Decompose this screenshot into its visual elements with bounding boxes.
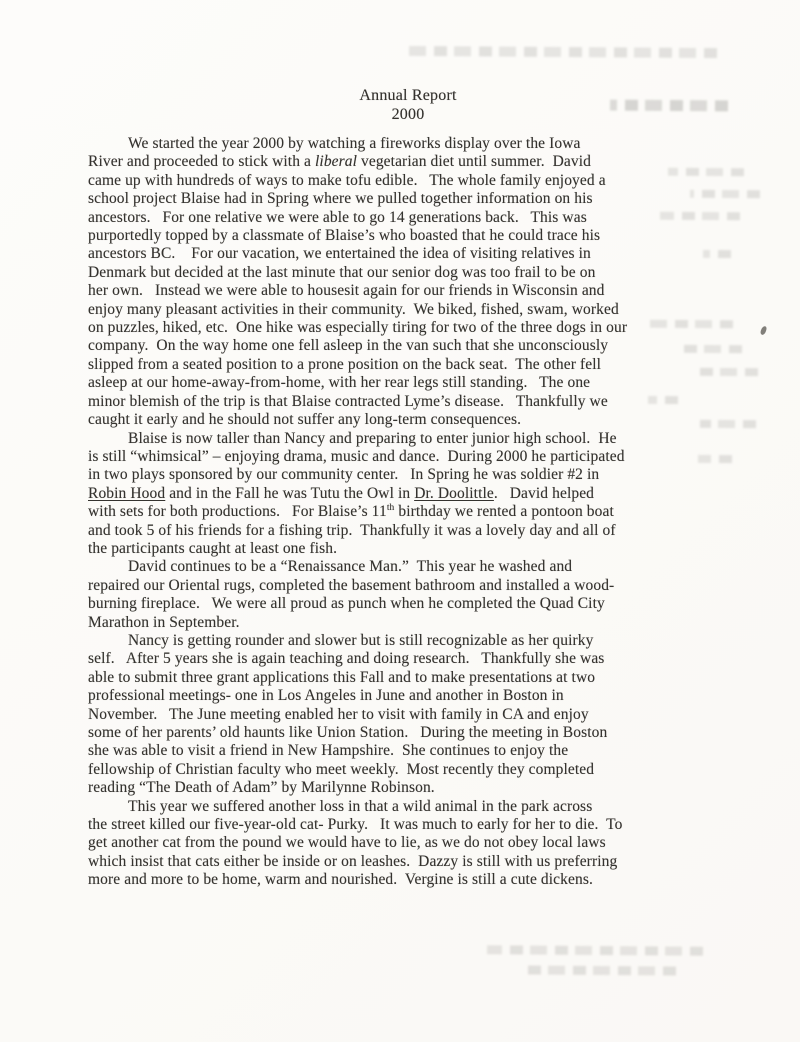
text-line: November. The June meeting enabled her to visit with family in CA and enjoy (88, 705, 589, 723)
text-line: Marathon in September. (88, 613, 240, 631)
text-line: purportedly topped by a classmate of Blaise’s who boasted that he could trace his (88, 227, 601, 245)
text-line (88, 485, 728, 503)
text-line: came up with hundreds of ways to make tofu edible. The whole family enjoyed a (88, 171, 606, 189)
text-line: is still “whimsical” – enjoying drama, music and dance. During 2000 he participated (88, 447, 625, 465)
text-line: ancestors BC. For our vacation, we entertained the idea of visiting relatives in (88, 245, 591, 263)
text-line: school project Blaise had in Spring where we pulled together information on his (88, 190, 593, 208)
paragraph (88, 558, 728, 632)
bleedthrough-smudge (520, 965, 676, 975)
text-line: burning fireplace. We were all proud as punch when he completed the Quad City (88, 595, 605, 613)
title-line-1: Annual Report (359, 87, 457, 104)
text-line: minor blemish of the trip is that Blaise contracted Lyme’s disease. Thankfully we (88, 392, 608, 410)
text-line: professional meetings- one in Los Angeles in June and another in Boston in (88, 687, 564, 705)
text-line: Denmark but decided at the last minute that our senior dog was too frail to be on (88, 263, 596, 281)
letter-title (88, 86, 728, 124)
text-segment: with sets for both productions. For Blaise’s 11 (88, 503, 387, 521)
text-line: Nancy is getting rounder and slower but is still recognizable as her quirky (128, 631, 594, 649)
text-line: ancestors. For one relative we were able to go 14 generations back. This was (88, 208, 587, 226)
text-segment: . David helped (493, 484, 595, 502)
text-line: caught it early and he should not suffer any long-term consequences. (88, 411, 522, 429)
document-body (88, 135, 728, 890)
text-line (88, 153, 728, 171)
text-line: Blaise is now taller than Nancy and preparing to enter junior high school. He (128, 429, 617, 447)
bleedthrough-smudge (487, 945, 703, 956)
paragraph (88, 798, 728, 890)
text-line: which insist that cats either be inside or on leashes. Dazzy is still with us preferring (88, 852, 618, 870)
paragraph (88, 430, 728, 559)
text-line: self. After 5 years she is again teaching and doing research. Thankfully she was (88, 650, 605, 668)
letter-content (88, 86, 728, 890)
underlined-text: Dr. Doolittle (414, 484, 494, 502)
paragraph (88, 135, 728, 430)
paragraph (88, 632, 728, 798)
text-line: in two plays sponsored by our community center. In Spring he was soldier #2 in (88, 466, 600, 484)
text-line: asleep at our home-away-from-home, with her rear legs still standing. The one (88, 374, 591, 392)
text-line: fellowship of Christian faculty who meet weekly. Most recently they completed (88, 760, 595, 778)
text-line: able to submit three grant applications this Fall and to make presentations at two (88, 668, 596, 686)
superscript-text: th (386, 502, 395, 513)
text-line: the participants caught at least one fish. (88, 539, 338, 557)
text-line: This year we suffered another loss in that a wild animal in the park across (128, 797, 593, 815)
title-line-2: 2000 (391, 106, 425, 123)
text-line: reading “The Death of Adam” by Marilynne Robinson. (88, 779, 435, 797)
text-line: slipped from a seated position to a prone position on the back seat. The other fell (88, 355, 602, 373)
text-segment: birthday we rented a pontoon boat (394, 503, 614, 521)
text-line: repaired our Oriental rugs, completed the basement bathroom and installed a wood- (88, 576, 615, 594)
text-line: on puzzles, hiked, etc. One hike was especially tiring for two of the three dogs in our (88, 319, 628, 337)
italic-text: liberal (315, 153, 358, 171)
text-segment: and in the Fall he was Tutu the Owl in (165, 484, 415, 502)
text-line: We started the year 2000 by watching a fireworks display over the Iowa (128, 135, 581, 152)
text-line: David continues to be a “Renaissance Man.” This year he washed and (128, 558, 573, 576)
text-line: and took 5 of his friends for a fishing trip. Thankfully it was a lovely day and all of (88, 521, 616, 539)
text-line: get another cat from the pound we would have to lie, as we do not obey local laws (88, 834, 606, 852)
text-line: company. On the way home one fell asleep in the van such that she unconsciously (88, 337, 609, 355)
underlined-text: Robin Hood (88, 484, 166, 502)
text-line: her own. Instead we were able to housesit again for our friends in Wisconsin and (88, 282, 605, 300)
text-segment: vegetarian diet until summer. David (357, 153, 592, 171)
text-line (88, 503, 728, 521)
bleedthrough-smudge (405, 46, 717, 58)
ink-speck (760, 325, 768, 335)
text-line: enjoy many pleasant activities in their community. We biked, fished, swam, worked (88, 300, 619, 318)
text-line: more and more to be home, warm and nourished. Vergine is still a cute dickens. (88, 871, 593, 889)
text-line: she was able to visit a friend in New Hampshire. She continues to enjoy the (88, 742, 569, 760)
text-line: some of her parents’ old haunts like Union Station. During the meeting in Boston (88, 724, 608, 741)
text-segment: River and proceeded to stick with a (88, 153, 315, 171)
text-line: the street killed our five-year-old cat- Purky. It was much to early for her to die. To (88, 816, 623, 834)
